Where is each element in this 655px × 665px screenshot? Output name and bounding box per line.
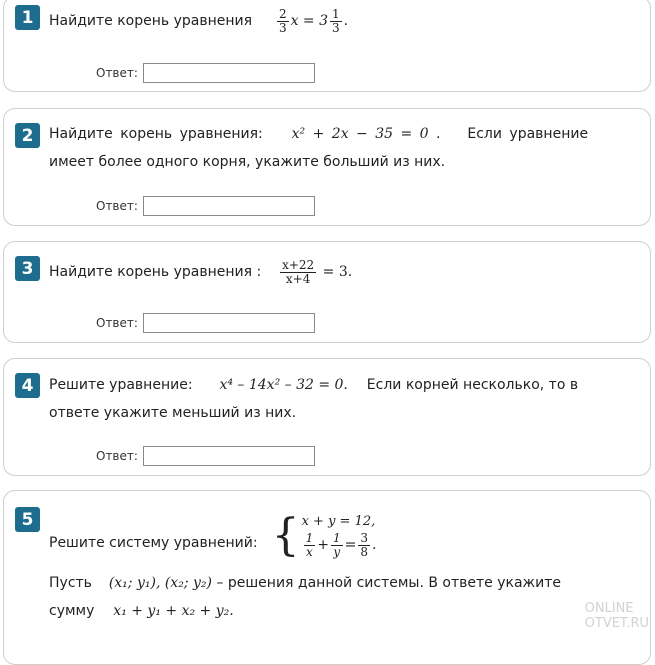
task-2-line2: имеет более одного корня, укажите больший из них. [49,154,446,170]
frac-num: 2 [278,6,287,21]
watermark-line2: OTVET.RU [584,616,649,631]
frac-den: y [333,544,341,559]
fraction [280,259,316,286]
watermark-line1: ONLINE [584,601,634,616]
task-text [49,371,578,427]
equation: x² + 2x − 35 = 0 . [291,126,441,142]
frac-num: 1 [332,6,340,21]
task-card-1 [3,0,651,92]
task-text [49,505,609,625]
solution-pairs: (x₁; y₁), (x₂; y₂) [108,575,212,591]
brace: { [271,510,300,561]
task-5-line2a: Пусть [49,575,92,591]
equals-sign: = [344,537,357,553]
task-number-badge: 1 [15,5,40,30]
answer-row [96,446,315,466]
fraction [277,8,289,35]
task-2-question-cont: Если уравнение [467,126,589,142]
equation-end: . [343,13,349,29]
task-5-line3: сумму [49,603,95,619]
answer-row [96,313,315,333]
answer-input[interactable] [143,446,315,466]
answer-label: Ответ: [96,316,138,330]
answer-label: Ответ: [96,66,138,80]
task-text [49,258,352,286]
answer-row [96,196,315,216]
answer-input[interactable] [143,313,315,333]
sum-expression: x₁ + y₁ + x₂ + y₂. [113,603,234,619]
task-4-line2: ответе укажите меньший из них. [49,405,297,421]
task-1-question: Найдите корень уравнения [49,13,253,29]
frac-den: 3 [332,20,340,35]
frac-den: 8 [360,544,368,559]
task-number-badge: 5 [15,507,40,532]
answer-label: Ответ: [96,449,138,463]
equation-part: x = 3 [290,13,329,29]
frac-den: x [306,544,313,559]
plus-sign: + [317,537,329,553]
task-5-line2b: – решения данной системы. В ответе укажите [216,575,562,591]
frac-num: 1 [332,530,341,545]
task-card-2 [3,108,651,226]
task-card-5 [3,490,651,665]
task-4-question-cont: Если корней несколько, то в [366,377,579,393]
answer-label: Ответ: [96,199,138,213]
task-card-3 [3,241,651,343]
task-text [49,7,348,35]
task-4-question: Решите уравнение: [49,377,193,393]
answer-input[interactable] [143,63,315,83]
frac-den: 3 [278,20,287,35]
equation-rhs: = 3. [322,264,353,280]
task-number-badge: 2 [15,123,40,148]
frac-num: 3 [360,530,368,545]
frac-den: x+4 [285,271,311,286]
fraction [330,8,342,35]
task-number-badge: 3 [15,256,40,281]
period: . [371,537,377,553]
task-number-badge: 4 [15,373,40,398]
task-card-4 [3,358,651,476]
fraction [331,532,343,559]
fraction [304,532,316,559]
task-text [49,120,588,176]
frac-num: x+22 [282,257,315,272]
fraction [358,532,370,559]
frac-num: 1 [305,530,314,545]
watermark [585,601,649,631]
answer-input[interactable] [143,196,315,216]
system-line-2 [302,531,377,559]
task-2-question: Найдите корень уравнения: [49,126,263,142]
task-5-question: Решите систему уравнений: [49,535,258,551]
equation: x⁴ – 14x² – 32 = 0. [219,377,348,393]
answer-row [96,63,315,83]
task-3-question: Найдите корень уравнения : [49,264,262,280]
equation-system [271,510,377,561]
system-line-1: x + y = 12, [301,514,376,529]
